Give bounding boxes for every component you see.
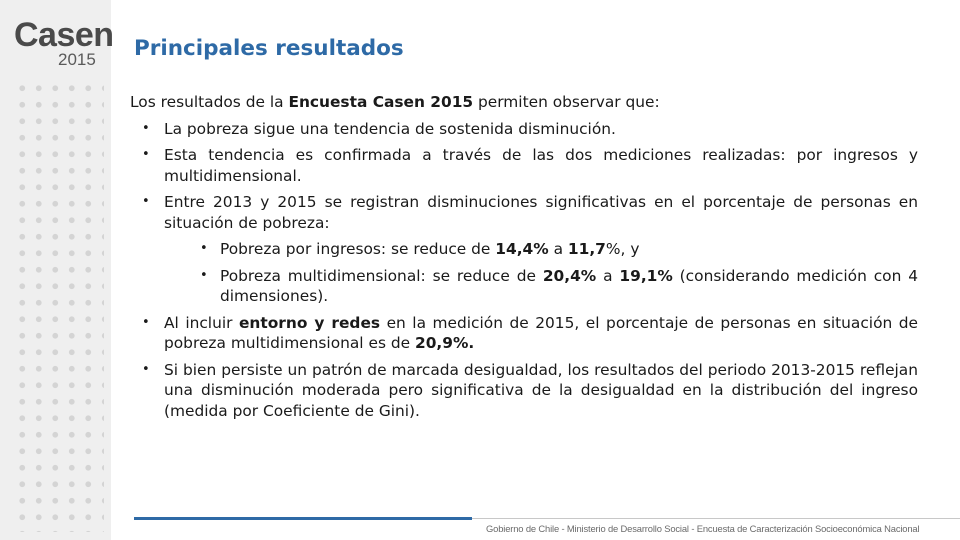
value-to: 19,1% xyxy=(619,266,673,285)
value-to: 11,7 xyxy=(567,240,606,258)
logo-brand: Casen xyxy=(14,16,114,54)
list-item-text: Pobreza multidimensional: se reduce de xyxy=(220,266,543,285)
bullet-list xyxy=(130,119,918,422)
bullet-icon: • xyxy=(142,361,150,377)
sidebar xyxy=(0,0,111,540)
intro-text: Los resultados de la xyxy=(130,93,289,111)
intro-bold: Encuesta Casen 2015 xyxy=(288,93,474,111)
list-item xyxy=(130,145,918,186)
list-item-text: Al incluir xyxy=(164,313,239,332)
list-item-text: %, y xyxy=(605,240,640,258)
emphasis-text: entorno y redes xyxy=(238,313,381,332)
list-item-text: Pobreza por ingresos: se reduce de xyxy=(220,240,496,258)
dot-pattern xyxy=(14,80,104,532)
value-from: 20,4% xyxy=(542,266,597,285)
footer-text: Gobierno de Chile - Ministerio de Desarrollo Social - Encuesta de Caracterización Socioeconómica Nacional xyxy=(486,523,920,534)
list-item-text: Si bien persiste un patrón de marcada desigualdad, los resultados del periodo 2013-2015 reflejan una disminución moderada pero significativa de la desigualdad en la distribución del ingreso (medida por Coeficiente de Gini). xyxy=(164,360,918,420)
list-item-text: (considerando medición con 4 dimensiones). xyxy=(220,266,918,305)
list-item-text: a xyxy=(548,240,568,258)
slide-content xyxy=(130,92,918,427)
page-title: Principales resultados xyxy=(134,36,404,61)
intro-paragraph xyxy=(130,92,918,113)
list-item-text: a xyxy=(596,266,620,285)
bullet-icon: • xyxy=(200,241,208,256)
footer-accent-line xyxy=(134,517,472,520)
sub-list-item xyxy=(130,266,918,307)
bullet-icon: • xyxy=(142,120,150,136)
list-item-text: en la medición de 2015, el porcentaje de personas en situación de pobreza multidimensional es de xyxy=(164,313,919,352)
value-result: 20,9%. xyxy=(414,334,475,352)
list-item xyxy=(130,360,918,422)
list-item xyxy=(130,313,918,354)
list-item-text: La pobreza sigue una tendencia de sostenida disminución. xyxy=(164,119,616,138)
list-item-text: Esta tendencia es confirmada a través de las dos mediciones realizadas: por ingresos y multidimensional. xyxy=(164,146,918,185)
logo-year: 2015 xyxy=(58,50,96,69)
bullet-icon: • xyxy=(142,147,150,162)
list-item xyxy=(130,192,918,233)
bullet-icon: • xyxy=(142,194,150,209)
bullet-icon: • xyxy=(200,267,208,283)
bullet-icon: • xyxy=(142,314,150,330)
list-item-text: Entre 2013 y 2015 se registran disminuciones significativas en el porcentaje de personas en situación de pobreza: xyxy=(164,193,918,232)
footer-divider xyxy=(472,518,960,519)
sub-list-item xyxy=(130,239,918,260)
intro-text-end: permiten observar que: xyxy=(473,93,660,111)
list-item xyxy=(130,119,918,140)
value-from: 14,4% xyxy=(495,240,549,258)
